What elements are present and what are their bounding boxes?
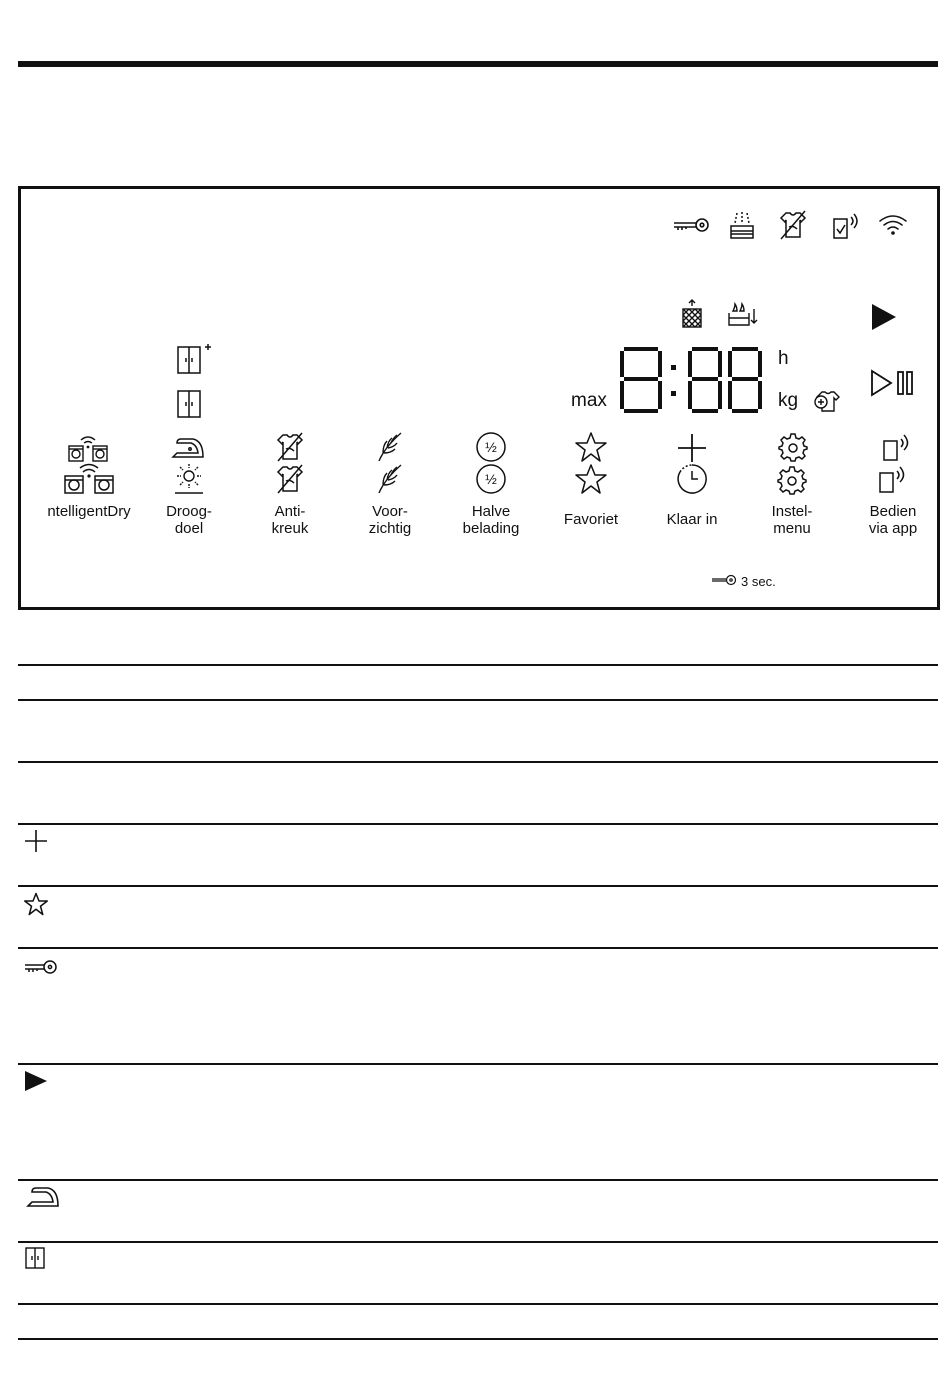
time-display [618, 347, 768, 413]
ready-in-button[interactable] [642, 455, 742, 528]
table-rule [18, 1303, 938, 1305]
dryness-icon [175, 387, 205, 419]
half-load-label: Halve belading [462, 503, 520, 537]
start-icon [870, 303, 898, 331]
ready-in-label: Klaar in [666, 511, 718, 528]
filter-clean-icon [680, 299, 704, 329]
delicate-icon [340, 455, 440, 495]
anti-crease-button[interactable] [240, 455, 340, 537]
add-laundry-icon [813, 387, 841, 415]
table-rule [18, 823, 938, 825]
table-rule [18, 1179, 938, 1181]
kg-unit: kg [778, 390, 799, 411]
hours-unit: h [778, 348, 789, 369]
iron-icon [24, 1184, 64, 1215]
wifi-icon [878, 213, 908, 237]
delicate-button[interactable] [340, 455, 440, 537]
settings-label: Instel- menu [771, 503, 813, 537]
intelligent-dry-icon [39, 455, 139, 495]
table-rule [18, 1338, 938, 1340]
remote-start-icon [831, 209, 861, 241]
child-lock-icon [673, 213, 711, 237]
drying-target-button[interactable] [139, 455, 239, 537]
favourite-label: Favoriet [563, 511, 619, 528]
child-lock-hint-text: 3 sec. [741, 574, 776, 589]
top-rule [18, 61, 938, 67]
remote-control-button[interactable] [843, 455, 943, 537]
table-rule [18, 1241, 938, 1243]
settings-button[interactable] [742, 455, 842, 537]
remote-control-label: Bedien via app [868, 503, 918, 537]
table-rule [18, 1063, 938, 1065]
ready-in-icon [642, 455, 742, 495]
condensate-tank-icon [728, 209, 756, 241]
delicate-label: Voor- zichtig [368, 503, 412, 537]
table-rule [18, 885, 938, 887]
plus-icon [24, 829, 48, 858]
start-pause-icon [869, 369, 917, 397]
child-lock-hint [711, 574, 776, 589]
svg-text:½: ½ [485, 471, 497, 487]
drying-target-label: Droog- doel [166, 503, 212, 537]
table-rule [18, 761, 938, 763]
dryness-extra-icon [175, 343, 213, 375]
key-small-icon [711, 574, 737, 589]
table-rule [18, 947, 938, 949]
empty-water-tank-icon [727, 301, 761, 329]
svg-text:½: ½ [485, 439, 497, 455]
anti-crease-label: Anti- kreuk [271, 503, 309, 537]
favourite-icon [541, 455, 641, 495]
control-panel [18, 186, 940, 610]
key-icon [24, 958, 58, 981]
max-label: max [571, 390, 607, 411]
wardrobe-icon [24, 1246, 46, 1275]
remote-control-icon [843, 455, 943, 495]
anti-crease-icon [240, 455, 340, 495]
settings-icon [742, 455, 842, 495]
anti-crease-status-icon [777, 209, 809, 241]
favourite-button[interactable] [541, 455, 641, 528]
half-load-icon [441, 455, 541, 495]
play-icon [24, 1070, 48, 1097]
star-icon [24, 892, 48, 921]
intelligent-dry-label: ntelligentDry [47, 503, 131, 520]
half-load-button[interactable] [441, 455, 541, 537]
table-rule [18, 699, 938, 701]
intelligent-dry-button[interactable] [39, 455, 139, 520]
drying-target-icon [139, 455, 239, 495]
table-rule [18, 664, 938, 666]
